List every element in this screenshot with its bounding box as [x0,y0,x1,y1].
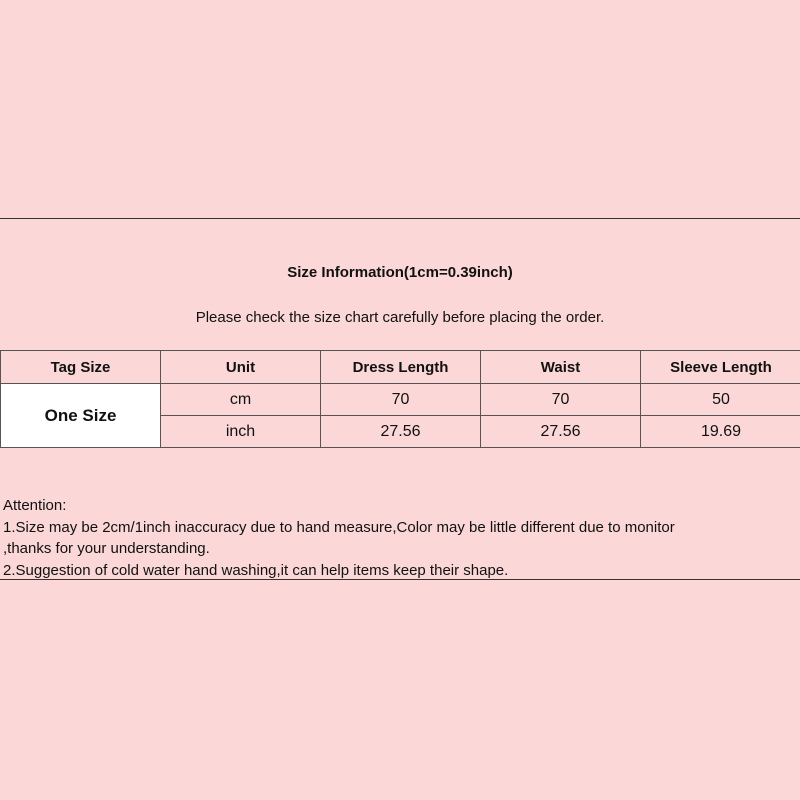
header-dress-length: Dress Length [321,351,481,384]
attention-heading: Attention: [3,497,67,514]
attention-line-2: 2.Suggestion of cold water hand washing,it can help items keep their shape. [3,561,509,579]
sleeve-length-cell: 50 [641,384,800,416]
attention-notes [3,495,798,581]
table-header-row [1,351,800,384]
size-chart-table [0,350,800,448]
table-row [1,384,800,416]
attention-line-1-continued: ,thanks for your understanding. [3,540,210,557]
bottom-divider [0,579,800,580]
sleeve-length-cell: 19.69 [641,416,800,448]
header-waist: Waist [481,351,641,384]
header-tag-size: Tag Size [1,351,161,384]
dress-length-cell: 70 [321,384,481,416]
top-divider [0,218,800,219]
tag-size-cell: One Size [1,384,161,448]
waist-cell: 27.56 [481,416,641,448]
dress-length-cell: 27.56 [321,416,481,448]
page-title: Size Information(1cm=0.39inch) [287,264,513,281]
attention-line-1: 1.Size may be 2cm/1inch inaccuracy due to hand measure,Color may be little different due to monitor [3,518,675,536]
page-subtitle: Please check the size chart carefully before placing the order. [195,309,605,326]
header-unit: Unit [161,351,321,384]
unit-cell: inch [161,416,321,448]
waist-cell: 70 [481,384,641,416]
unit-cell: cm [161,384,321,416]
header-sleeve-length: Sleeve Length [641,351,800,384]
